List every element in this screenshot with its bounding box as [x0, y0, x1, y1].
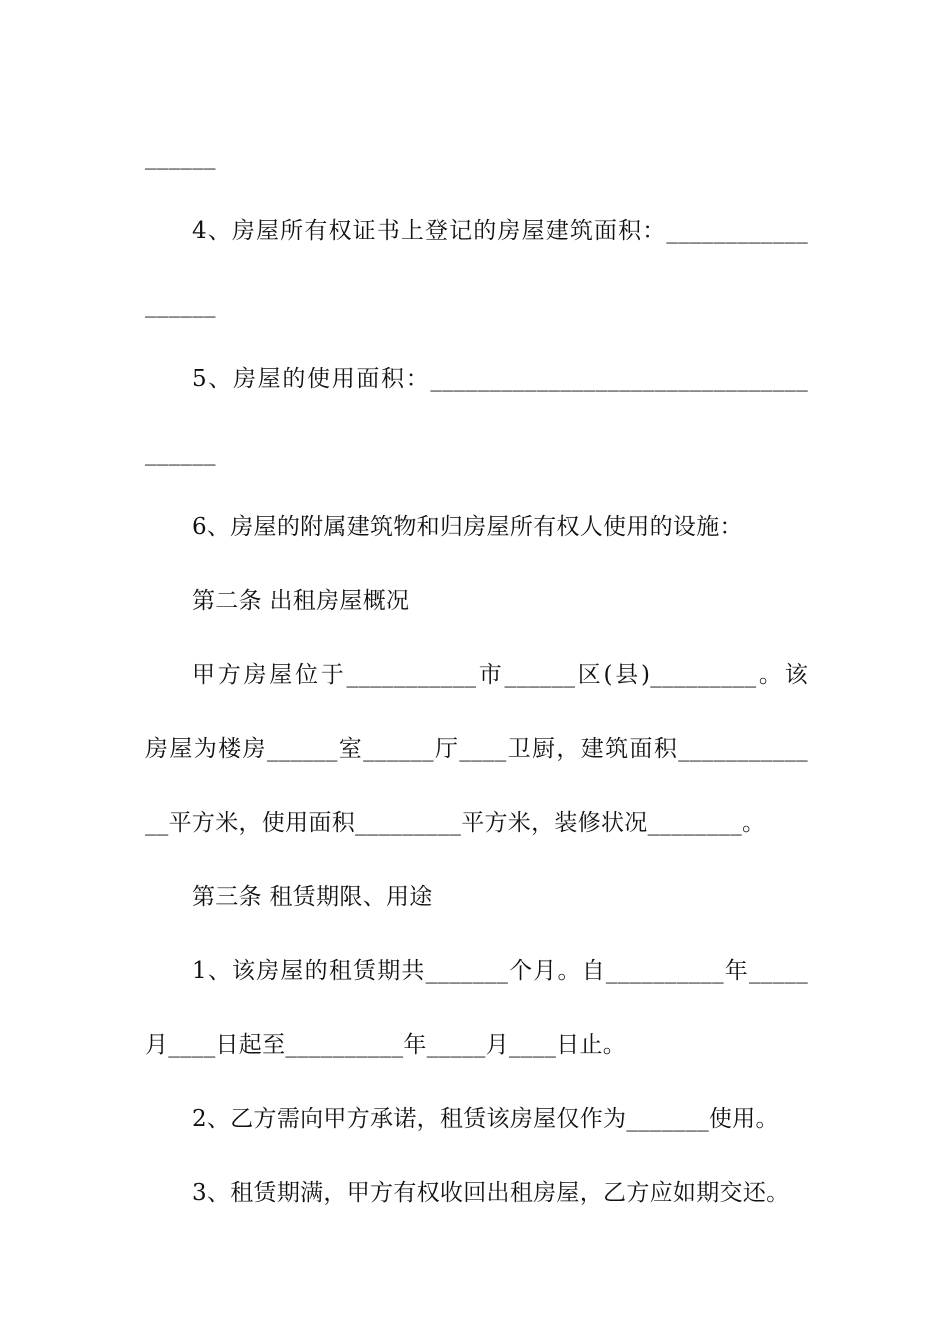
article-2-heading: 第二条 出租房屋概况 [192, 588, 410, 614]
clause-item-4: 4、房屋所有权证书上登记的房屋建筑面积：____________ [192, 218, 808, 244]
article-3-item-2: 2、乙方需向甲方承诺，租赁该房屋仅作为_______使用。 [192, 1106, 779, 1132]
clause-item-6: 6、房屋的附属建筑物和归房屋所有权人使用的设施： [192, 514, 743, 540]
blank-line: ______ [145, 144, 216, 170]
article-3-item-3: 3、租赁期满，甲方有权收回出租房屋，乙方应如期交还。 [192, 1180, 790, 1206]
article-3-item-1-line: 1、该房屋的租赁期共_______个月。自__________年_____ [192, 958, 808, 984]
blank-line: ______ [145, 440, 216, 466]
article-3-item-1-line: 月____日起至__________年_____月____日止。 [145, 1032, 627, 1058]
article-2-paragraph-line: 房屋为楼房______室______厅____卫厨，建筑面积___________ [145, 736, 808, 762]
article-3-heading: 第三条 租赁期限、用途 [192, 884, 433, 910]
article-2-paragraph-line: __平方米，使用面积_________平方米，装修状况________。 [145, 810, 766, 836]
article-2-paragraph-line: 甲方房屋位于___________市______区(县)_________。该 [192, 662, 808, 688]
blank-line: ______ [145, 292, 216, 318]
clause-item-5: 5、房屋的使用面积：________________________________ [192, 366, 808, 392]
